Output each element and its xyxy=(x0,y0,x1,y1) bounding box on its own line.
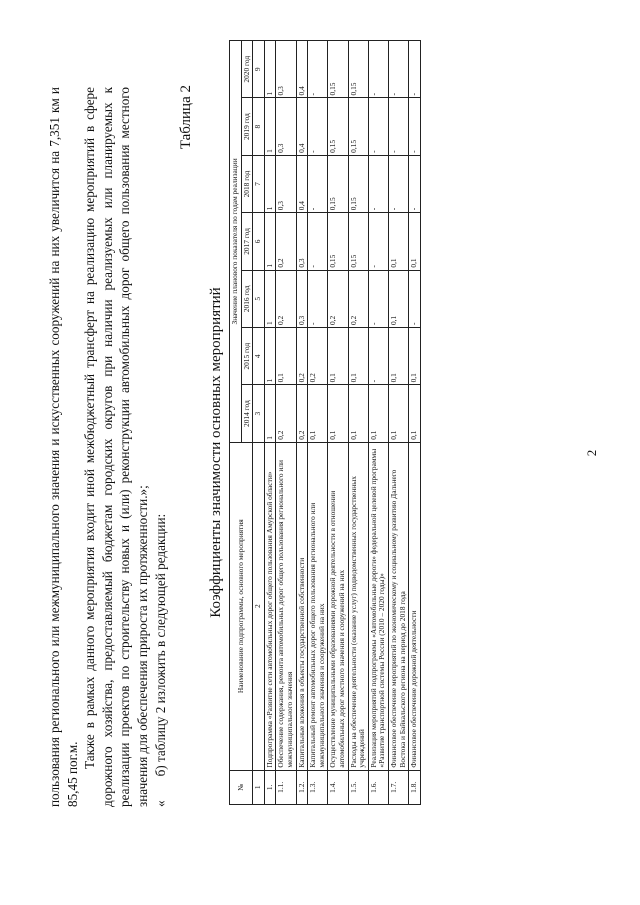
col-index: 3 xyxy=(253,385,265,442)
col-index: 4 xyxy=(253,328,265,385)
row-value: 0,1 xyxy=(348,328,368,385)
row-value: 0,1 xyxy=(368,385,388,442)
table-row xyxy=(328,41,348,805)
row-value: - xyxy=(308,41,328,98)
paragraph-2: Также в рамках данного мероприятия входит иной межбюджетный трансферт на реализацию мероприятий в сфере дорожного хозяйства, предоставляемый бюджетам городских округов при наличии реализуемых или планируемых к реализации проектов по строительству новых и (или) реконструкции автомобильных дорог общего пользования местного значения для обеспечения прироста их протяженности.»; xyxy=(82,87,150,807)
coefficients-table xyxy=(229,40,421,805)
row-value: - xyxy=(308,213,328,270)
col-index: 9 xyxy=(253,41,265,98)
row-name: Расходы на обеспечение деятельности (оказание услуг) подведомственных государственных учреждений xyxy=(348,442,368,770)
row-value: 1 xyxy=(264,213,276,270)
row-number: 1.1. xyxy=(276,770,296,804)
row-value: 1 xyxy=(264,98,276,155)
row-number: 1.5. xyxy=(348,770,368,804)
row-value: - xyxy=(388,98,408,155)
table-title: Коэффициенты значимости основных мероприятий xyxy=(208,287,224,618)
table-row xyxy=(348,41,368,805)
row-value: 0,1 xyxy=(276,328,296,385)
table-row xyxy=(388,41,408,805)
row-name: Финансовое обеспечение мероприятий по экономическому и социальному развитию Дальнего Востока и Байкальского региона на период до 2018 года xyxy=(388,442,408,770)
row-value: 0,15 xyxy=(348,155,368,212)
row-number: 1.4. xyxy=(328,770,348,804)
row-value: - xyxy=(368,98,388,155)
row-number: 1.2. xyxy=(296,770,308,804)
row-value: 0,4 xyxy=(296,155,308,212)
table-header-row xyxy=(230,41,242,805)
row-value: - xyxy=(308,155,328,212)
row-name: Реализация мероприятий подпрограммы «Автомобильные дороги» федеральной целевой программы «Развитие транспортной системы России (2010 – 2020 годы)» xyxy=(368,442,388,770)
row-value: 0,2 xyxy=(276,385,296,442)
table-row xyxy=(409,41,421,805)
row-value: 0,1 xyxy=(388,328,408,385)
row-number: 1. xyxy=(264,770,276,804)
row-value: 1 xyxy=(264,328,276,385)
col-index: 5 xyxy=(253,270,265,327)
header-name: Наименование подпрограммы, основного мероприятия xyxy=(230,442,253,770)
row-value: 0,3 xyxy=(276,155,296,212)
table-row xyxy=(276,41,296,805)
row-value: 0,2 xyxy=(308,328,328,385)
row-value: 0,2 xyxy=(296,328,308,385)
row-value: 0,3 xyxy=(296,213,308,270)
row-value: - xyxy=(368,41,388,98)
row-number: 1.7. xyxy=(388,770,408,804)
paragraph-3 xyxy=(152,87,170,807)
row-value: - xyxy=(409,155,421,212)
header-year: 2014 год xyxy=(241,385,253,442)
row-value: - xyxy=(409,98,421,155)
row-number: 1.3. xyxy=(308,770,328,804)
header-values-group: Значение планового показателя по годам реализации xyxy=(230,41,242,443)
header-num: № xyxy=(230,770,253,804)
table-row xyxy=(368,41,388,805)
row-value: 1 xyxy=(264,155,276,212)
row-value: - xyxy=(368,270,388,327)
col-index: 6 xyxy=(253,213,265,270)
row-value: 0,2 xyxy=(296,385,308,442)
col-index: 7 xyxy=(253,155,265,212)
row-name: Капитальные вложения в объекты государственной собственности xyxy=(296,442,308,770)
table-row xyxy=(296,41,308,805)
row-value: 0,15 xyxy=(328,41,348,98)
row-value: 0,1 xyxy=(348,385,368,442)
row-value: - xyxy=(409,270,421,327)
row-name: Капитальный ремонт автомобильных дорог общего пользования регионального или межмуниципального значения и сооружений на них xyxy=(308,442,328,770)
row-value: 1 xyxy=(264,385,276,442)
header-year: 2016 год xyxy=(241,270,253,327)
row-value: 0,1 xyxy=(388,213,408,270)
col-index: 1 xyxy=(253,770,265,804)
row-value: 1 xyxy=(264,270,276,327)
header-year: 2017 год xyxy=(241,213,253,270)
row-value: - xyxy=(368,155,388,212)
row-value: 0,4 xyxy=(296,41,308,98)
row-value: 0,1 xyxy=(409,385,421,442)
col-index: 2 xyxy=(253,442,265,770)
row-value: 0,1 xyxy=(328,385,348,442)
row-name: Финансовое обеспечение дорожной деятельности xyxy=(409,442,421,770)
row-value: - xyxy=(308,270,328,327)
row-value: 0,3 xyxy=(276,41,296,98)
row-value: 0,1 xyxy=(388,270,408,327)
paragraph-3-text: б) таблицу 2 изложить в следующей редакции: xyxy=(152,513,168,777)
header-year: 2020 год xyxy=(241,41,253,98)
col-index: 8 xyxy=(253,98,265,155)
table-row xyxy=(308,41,328,805)
row-value: 0,15 xyxy=(348,213,368,270)
table-label: Таблица 2 xyxy=(178,85,194,150)
row-value: 0,15 xyxy=(328,98,348,155)
body-text xyxy=(46,87,169,807)
row-value: 0,2 xyxy=(328,270,348,327)
row-value: 0,1 xyxy=(388,385,408,442)
page-number: 2 xyxy=(584,449,599,457)
row-number: 1.8. xyxy=(409,770,421,804)
header-year: 2018 год xyxy=(241,155,253,212)
row-value: 0,15 xyxy=(348,41,368,98)
row-value: 0,15 xyxy=(328,155,348,212)
row-value: 0,3 xyxy=(276,98,296,155)
row-name: Подпрограмма «Развитие сети автомобильных дорог общего пользования Амурской области» xyxy=(264,442,276,770)
row-value: - xyxy=(308,98,328,155)
row-value: 0,3 xyxy=(296,270,308,327)
row-value: 0,1 xyxy=(409,213,421,270)
table-index-row xyxy=(253,41,265,805)
row-value: - xyxy=(409,41,421,98)
row-number: 1.6. xyxy=(368,770,388,804)
row-value: 0,4 xyxy=(296,98,308,155)
row-value: 1 xyxy=(264,41,276,98)
header-year: 2015 год xyxy=(241,328,253,385)
row-value: 0,1 xyxy=(409,328,421,385)
row-value: - xyxy=(368,328,388,385)
row-value: - xyxy=(388,155,408,212)
quote-mark: « xyxy=(152,800,168,807)
paragraph-1: пользования регионального или межмуниципального значения и искусственных сооружений на них увеличится на 7,351 км и 85,45 пог.м. xyxy=(47,87,80,807)
header-year: 2019 год xyxy=(241,98,253,155)
row-value: 0,1 xyxy=(308,385,328,442)
row-value: - xyxy=(388,41,408,98)
row-value: - xyxy=(368,213,388,270)
row-value: 0,2 xyxy=(276,270,296,327)
row-value: 0,2 xyxy=(276,213,296,270)
row-value: 0,15 xyxy=(348,98,368,155)
row-name: Осуществление муниципальными образованиями дорожной деятельности в отношении автомобильных дорог местного значения и сооружений на них xyxy=(328,442,348,770)
row-value: 0,2 xyxy=(348,270,368,327)
row-value: 0,1 xyxy=(328,328,348,385)
row-value: 0,15 xyxy=(328,213,348,270)
table-row xyxy=(264,41,276,805)
row-name: Обеспечение содержания, ремонта автомобильных дорог общего пользования регионального или межмуниципального значения xyxy=(276,442,296,770)
